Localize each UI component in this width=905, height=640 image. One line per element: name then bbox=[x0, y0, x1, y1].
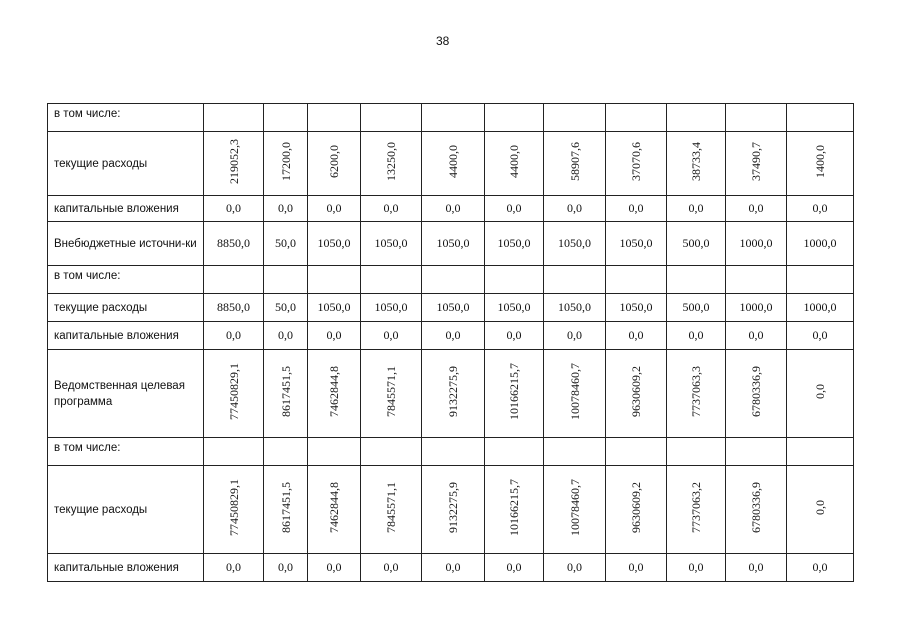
table-cell bbox=[726, 266, 787, 294]
table-cell bbox=[361, 466, 422, 554]
table-row bbox=[48, 132, 854, 196]
table-cell bbox=[422, 266, 485, 294]
table-cell bbox=[787, 266, 854, 294]
cell-value: 219052,3 bbox=[226, 139, 241, 184]
cell-value: 0,0 bbox=[813, 500, 827, 515]
table-cell: 0,0 bbox=[667, 196, 726, 222]
table-row bbox=[48, 322, 854, 350]
row-label: в том числе: bbox=[48, 266, 204, 294]
table-row bbox=[48, 350, 854, 438]
cell-value: 7845571,1 bbox=[384, 366, 398, 417]
table-cell bbox=[264, 438, 308, 466]
table-cell: 0,0 bbox=[361, 322, 422, 350]
cell-value: 7462844,8 bbox=[327, 366, 341, 417]
cell-value: 9132275,9 bbox=[446, 482, 460, 533]
table-cell bbox=[361, 132, 422, 196]
table-cell: 1050,0 bbox=[485, 294, 544, 322]
table-cell: 0,0 bbox=[787, 554, 854, 582]
table-cell: 0,0 bbox=[422, 196, 485, 222]
table-cell bbox=[204, 104, 264, 132]
cell-value: 4400,0 bbox=[507, 145, 521, 178]
row-label: Ведомственная целевая программа bbox=[48, 350, 204, 438]
table-cell: 8850,0 bbox=[204, 222, 264, 266]
table-cell bbox=[485, 350, 544, 438]
table-cell: 0,0 bbox=[606, 554, 667, 582]
cell-value: 7737063,2 bbox=[689, 482, 703, 533]
table-cell bbox=[606, 132, 667, 196]
row-label: в том числе: bbox=[48, 104, 204, 132]
table-cell bbox=[667, 132, 726, 196]
cell-value: 13250,0 bbox=[384, 142, 398, 181]
table-cell bbox=[361, 350, 422, 438]
table-cell: 8850,0 bbox=[204, 294, 264, 322]
table-row bbox=[48, 266, 854, 294]
table-cell bbox=[361, 438, 422, 466]
table-cell bbox=[726, 350, 787, 438]
table-row bbox=[48, 104, 854, 132]
table-row bbox=[48, 222, 854, 266]
cell-value: 77450829,1 bbox=[226, 363, 241, 420]
table-cell: 1050,0 bbox=[606, 294, 667, 322]
cell-value: 7845571,1 bbox=[384, 482, 398, 533]
table-cell bbox=[308, 266, 361, 294]
table-cell bbox=[667, 350, 726, 438]
table-cell: 0,0 bbox=[606, 322, 667, 350]
cell-value: 77450829,1 bbox=[226, 479, 241, 536]
table-row bbox=[48, 554, 854, 582]
table-row bbox=[48, 438, 854, 466]
cell-value: 6200,0 bbox=[327, 145, 341, 178]
table-cell bbox=[422, 104, 485, 132]
table-cell: 500,0 bbox=[667, 294, 726, 322]
cell-value: 7462844,8 bbox=[327, 482, 341, 533]
table-cell bbox=[667, 466, 726, 554]
row-label: текущие расходы bbox=[48, 294, 204, 322]
cell-value: 38733,4 bbox=[689, 142, 703, 181]
table-cell bbox=[726, 104, 787, 132]
table-cell: 0,0 bbox=[667, 554, 726, 582]
table-cell: 0,0 bbox=[787, 322, 854, 350]
table-cell: 500,0 bbox=[667, 222, 726, 266]
table-cell: 0,0 bbox=[204, 554, 264, 582]
table-cell: 1050,0 bbox=[544, 294, 606, 322]
row-label: Внебюджетные источни-ки bbox=[48, 222, 204, 266]
table-cell bbox=[204, 438, 264, 466]
cell-value: 10166215,7 bbox=[507, 363, 521, 420]
cell-value: 9630609,2 bbox=[629, 482, 643, 533]
table-cell: 1050,0 bbox=[361, 222, 422, 266]
table-cell bbox=[361, 104, 422, 132]
table-cell: 0,0 bbox=[264, 554, 308, 582]
table-cell: 0,0 bbox=[204, 322, 264, 350]
table-cell: 0,0 bbox=[544, 196, 606, 222]
table-cell: 50,0 bbox=[264, 222, 308, 266]
cell-value: 0,0 bbox=[813, 384, 827, 399]
table-cell: 0,0 bbox=[726, 554, 787, 582]
table-cell bbox=[787, 350, 854, 438]
table-cell bbox=[544, 132, 606, 196]
row-label: текущие расходы bbox=[48, 132, 204, 196]
table-cell bbox=[726, 132, 787, 196]
table-row bbox=[48, 294, 854, 322]
table-cell: 0,0 bbox=[361, 554, 422, 582]
row-label: в том числе: bbox=[48, 438, 204, 466]
table-cell: 1050,0 bbox=[422, 294, 485, 322]
table-cell bbox=[544, 266, 606, 294]
table-cell: 1050,0 bbox=[361, 294, 422, 322]
table-cell bbox=[485, 266, 544, 294]
table-cell: 0,0 bbox=[204, 196, 264, 222]
table-cell: 1050,0 bbox=[606, 222, 667, 266]
table-cell: 0,0 bbox=[606, 196, 667, 222]
table-cell bbox=[606, 438, 667, 466]
table-cell: 0,0 bbox=[485, 322, 544, 350]
table-cell bbox=[422, 438, 485, 466]
table-cell bbox=[422, 466, 485, 554]
table-cell bbox=[544, 104, 606, 132]
table-cell bbox=[606, 104, 667, 132]
table-cell: 0,0 bbox=[726, 322, 787, 350]
table-cell bbox=[485, 438, 544, 466]
table-cell bbox=[308, 350, 361, 438]
table-cell: 0,0 bbox=[422, 554, 485, 582]
table-cell bbox=[308, 438, 361, 466]
table-cell bbox=[787, 132, 854, 196]
table-cell bbox=[606, 466, 667, 554]
cell-value: 7737063,3 bbox=[689, 366, 703, 417]
table-cell: 0,0 bbox=[726, 196, 787, 222]
cell-value: 10166215,7 bbox=[507, 479, 521, 536]
table-cell bbox=[606, 350, 667, 438]
table-cell bbox=[204, 350, 264, 438]
table-cell bbox=[264, 132, 308, 196]
row-label: текущие расходы bbox=[48, 466, 204, 554]
table-cell: 0,0 bbox=[361, 196, 422, 222]
table-cell bbox=[204, 132, 264, 196]
table-cell: 0,0 bbox=[308, 322, 361, 350]
table-cell bbox=[544, 466, 606, 554]
cell-value: 9132275,9 bbox=[446, 366, 460, 417]
cell-value: 10078460,7 bbox=[567, 479, 582, 536]
row-label: капитальные вложения bbox=[48, 196, 204, 222]
table-cell bbox=[787, 104, 854, 132]
table-cell bbox=[787, 466, 854, 554]
table-cell bbox=[308, 466, 361, 554]
table-cell bbox=[485, 132, 544, 196]
cell-value: 9630609,2 bbox=[629, 366, 643, 417]
table-cell bbox=[606, 266, 667, 294]
table-cell: 50,0 bbox=[264, 294, 308, 322]
table-cell bbox=[422, 132, 485, 196]
cell-value: 10078460,7 bbox=[567, 363, 582, 420]
table-cell bbox=[264, 266, 308, 294]
table-cell: 0,0 bbox=[308, 554, 361, 582]
table-cell bbox=[264, 466, 308, 554]
table-cell: 1050,0 bbox=[308, 222, 361, 266]
table-cell: 0,0 bbox=[787, 196, 854, 222]
table-cell: 1000,0 bbox=[726, 294, 787, 322]
table-cell: 0,0 bbox=[422, 322, 485, 350]
table-cell bbox=[726, 438, 787, 466]
table-cell bbox=[485, 104, 544, 132]
table-cell: 0,0 bbox=[485, 196, 544, 222]
table-cell: 0,0 bbox=[264, 196, 308, 222]
table-cell: 0,0 bbox=[544, 322, 606, 350]
table-row bbox=[48, 466, 854, 554]
cell-value: 6780336,9 bbox=[749, 482, 763, 533]
table-row bbox=[48, 196, 854, 222]
table-cell bbox=[308, 132, 361, 196]
table-cell: 0,0 bbox=[667, 322, 726, 350]
cell-value: 17200,0 bbox=[278, 142, 293, 181]
table-cell bbox=[308, 104, 361, 132]
table-cell: 0,0 bbox=[264, 322, 308, 350]
table-cell bbox=[264, 350, 308, 438]
cell-value: 58907,6 bbox=[567, 142, 582, 181]
table-cell bbox=[422, 350, 485, 438]
table-cell bbox=[204, 266, 264, 294]
cell-value: 37070,6 bbox=[629, 142, 643, 181]
table-cell bbox=[667, 104, 726, 132]
row-label: капитальные вложения bbox=[48, 554, 204, 582]
cell-value: 8617451,5 bbox=[278, 366, 293, 417]
budget-table bbox=[47, 103, 854, 582]
table-cell bbox=[544, 350, 606, 438]
cell-value: 8617451,5 bbox=[278, 482, 293, 533]
table-cell bbox=[787, 438, 854, 466]
page-number: 38 bbox=[436, 34, 450, 48]
table-cell bbox=[361, 266, 422, 294]
table-cell: 1000,0 bbox=[787, 222, 854, 266]
table-cell: 0,0 bbox=[485, 554, 544, 582]
table-cell: 1000,0 bbox=[787, 294, 854, 322]
cell-value: 4400,0 bbox=[446, 145, 460, 178]
cell-value: 37490,7 bbox=[749, 142, 763, 181]
table-cell: 1050,0 bbox=[422, 222, 485, 266]
cell-value: 6780336,9 bbox=[749, 366, 763, 417]
table-cell bbox=[726, 466, 787, 554]
table-cell bbox=[264, 104, 308, 132]
cell-value: 1400,0 bbox=[813, 145, 827, 178]
table-cell bbox=[204, 466, 264, 554]
table-cell: 1050,0 bbox=[485, 222, 544, 266]
table-cell: 0,0 bbox=[308, 196, 361, 222]
table-cell bbox=[667, 266, 726, 294]
table-cell bbox=[544, 438, 606, 466]
table-cell: 1000,0 bbox=[726, 222, 787, 266]
row-label: капитальные вложения bbox=[48, 322, 204, 350]
table-cell bbox=[485, 466, 544, 554]
table-cell: 1050,0 bbox=[544, 222, 606, 266]
table-cell: 0,0 bbox=[544, 554, 606, 582]
table-cell: 1050,0 bbox=[308, 294, 361, 322]
table-cell bbox=[667, 438, 726, 466]
